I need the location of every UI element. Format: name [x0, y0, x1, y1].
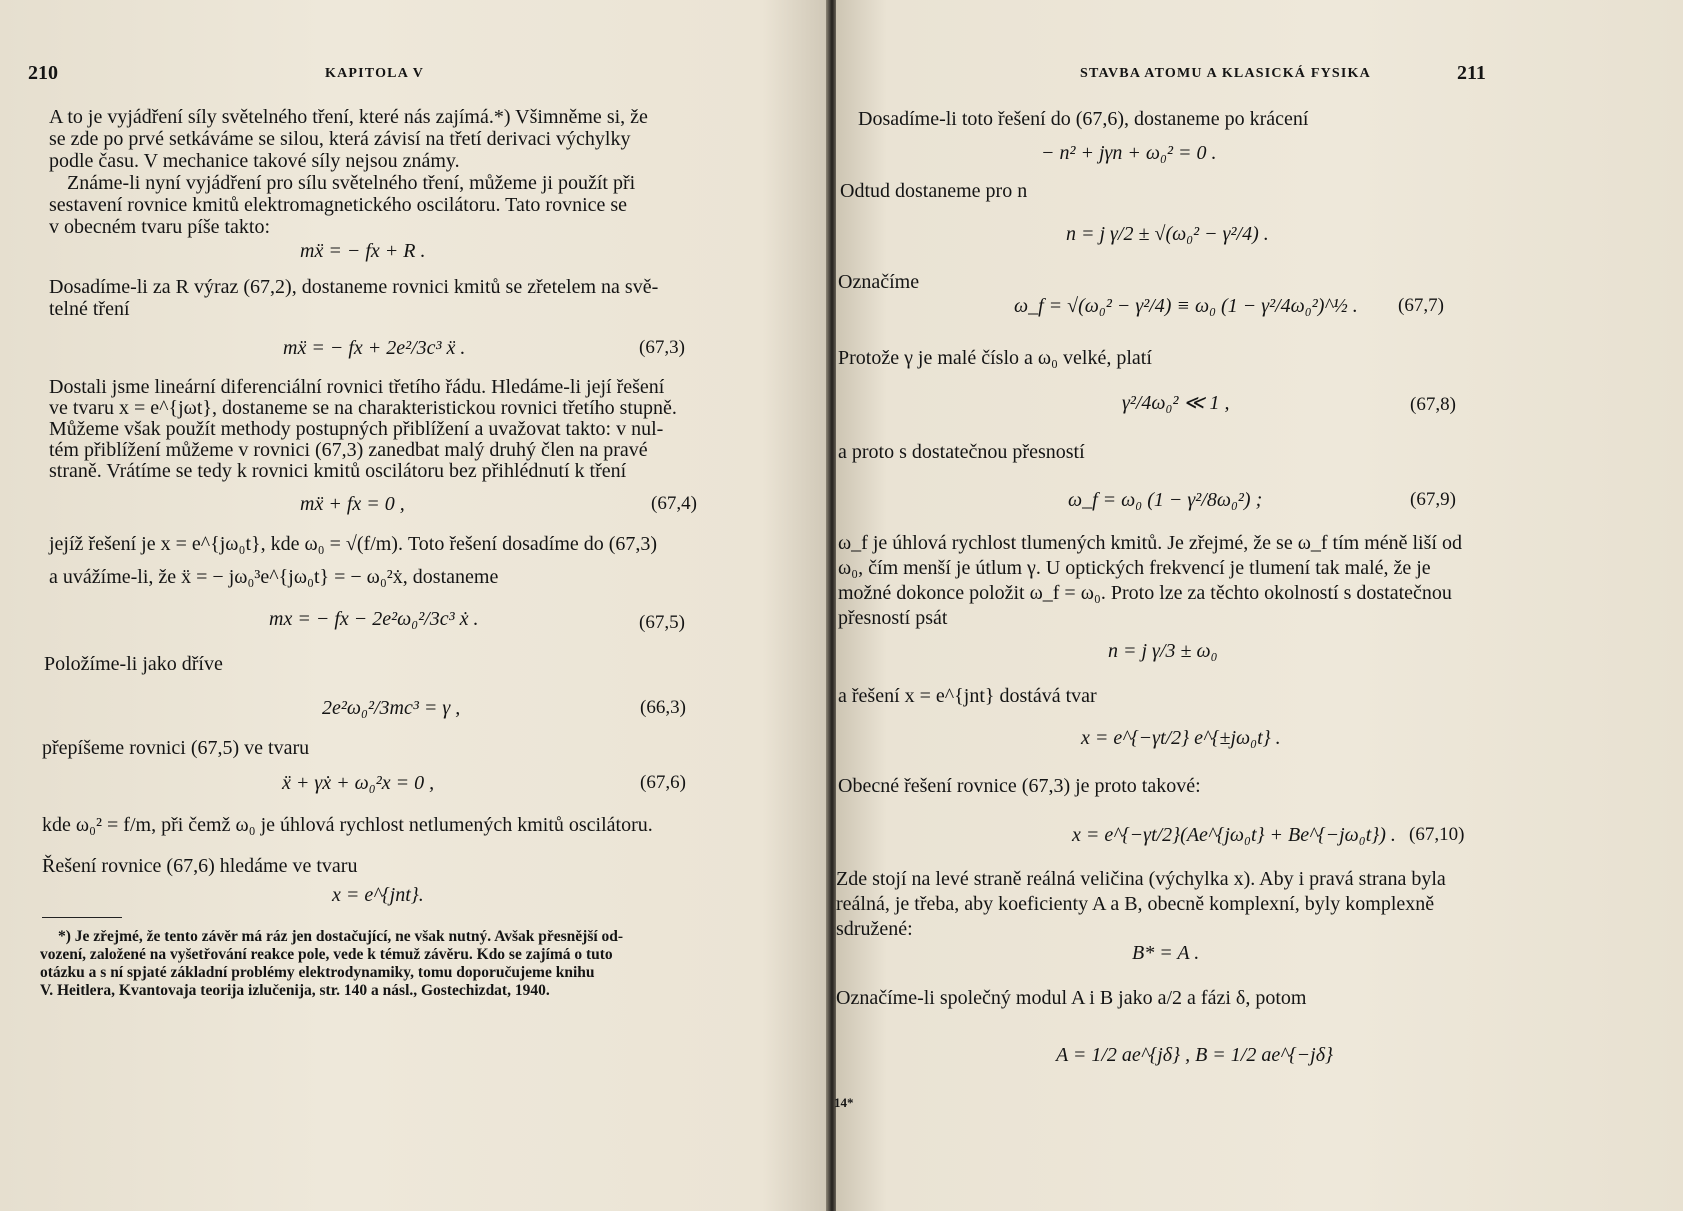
right-page	[836, 0, 1683, 1211]
text-line: Protože γ je malé číslo a ω₀ velké, platí	[838, 347, 1152, 369]
equation: ω_f = √(ω₀² − γ²/4) ≡ ω₀ (1 − γ²/4ω₀²)^½ .	[1014, 295, 1358, 317]
text-line: Známe-li nyní vyjádření pro sílu světelného tření, můžeme ji použít při	[67, 172, 636, 194]
footnote-line: *) Je zřejmé, že tento závěr má ráz jen dostačující, ne však nutný. Avšak přesnější od-	[58, 928, 624, 945]
equation: x = e^{jnt}.	[332, 884, 424, 906]
text-line: Dostali jsme lineární diferenciální rovnici třetího řádu. Hledáme-li její řešení	[49, 376, 665, 398]
equation-label: (66,3)	[640, 697, 686, 718]
equation-label: (67,10)	[1409, 824, 1465, 845]
equation: mẍ = − fx + R .	[300, 240, 426, 262]
running-head: KAPITOLA V	[325, 66, 425, 81]
text-line: Dosadíme-li toto řešení do (67,6), dostaneme po krácení	[858, 108, 1309, 130]
text-line: Označíme	[838, 271, 920, 293]
page-number: 211	[1457, 62, 1486, 84]
text-line: tém přiblížení můžeme v rovnici (67,3) zanedbat malý druhý člen na pravé	[49, 439, 648, 461]
text-line: přepíšeme rovnici (67,5) ve tvaru	[42, 737, 310, 759]
text-line: podle času. V mechanice takové síly nejsou známy.	[49, 150, 460, 172]
left-page	[0, 0, 829, 1211]
equation: B* = A .	[1132, 942, 1200, 964]
text-line: A to je vyjádření síly světelného tření, které nás zajímá.*) Všimněme si, že	[49, 106, 648, 128]
equation: n = j γ/2 ± √(ω₀² − γ²/4) .	[1066, 223, 1269, 245]
text-line: se zde po prvé setkáváme se silou, která závisí na třetí derivaci výchylky	[49, 128, 631, 150]
footnote-line: vození, založené na vyšetřování reakce pole, vede k témuž závěru. Kdo se zajímá o tuto	[40, 946, 613, 963]
text-line: Můžeme však použít methody postupných přiblížení a uvažovat takto: v nul-	[49, 418, 664, 440]
equation: x = e^{−γt/2} e^{±jω₀t} .	[1081, 727, 1281, 749]
equation: mẍ = − fx + 2e²/3c³ ẍ .	[283, 337, 466, 359]
text-line: telné tření	[49, 298, 130, 320]
equation: 2e²ω₀²/3mc³ = γ ,	[322, 697, 461, 719]
equation: x = e^{−γt/2}(Ae^{jω₀t} + Be^{−jω₀t}) .	[1072, 824, 1396, 846]
running-head: STAVBA ATOMU A KLASICKÁ FYSIKA	[1080, 66, 1371, 81]
text-line: Odtud dostaneme pro n	[840, 180, 1028, 202]
page-number: 210	[28, 62, 58, 84]
equation-label: (67,7)	[1398, 295, 1444, 316]
text-line: Položíme-li jako dříve	[44, 653, 223, 675]
text-line: sestavení rovnice kmitů elektromagnetického oscilátoru. Tato rovnice se	[49, 194, 628, 216]
text-line: ve tvaru x = e^{jωt}, dostaneme se na charakteristickou rovnici třetího stupně.	[49, 397, 677, 419]
text-line: Označíme-li společný modul A i B jako a/2 a fázi δ, potom	[836, 987, 1307, 1009]
text-line: a proto s dostatečnou přesností	[838, 441, 1085, 463]
text-line: reálná, je třeba, aby koeficienty A a B, obecně komplexní, byly komplexně	[836, 893, 1435, 915]
text-line: přesností psát	[838, 607, 948, 629]
equation-label: (67,8)	[1410, 394, 1456, 415]
equation: mx = − fx − 2e²ω₀²/3c³ ẋ .	[269, 608, 479, 630]
footnote-line: V. Heitlera, Kvantovaja teorija izlučenija, str. 140 a násl., Gostechizdat, 1940.	[40, 982, 550, 999]
text-line: jejíž řešení je x = e^{jω₀t}, kde ω₀ = √(f/m). Toto řešení dosadíme do (67,3)	[49, 533, 658, 555]
equation: − n² + jγn + ω₀² = 0 .	[1041, 142, 1217, 164]
equation: ω_f = ω₀ (1 − γ²/8ω₀²) ;	[1068, 489, 1263, 511]
equation: A = 1/2 ae^{jδ} , B = 1/2 ae^{−jδ}	[1056, 1044, 1334, 1066]
text-line: kde ω₀² = f/m, při čemž ω₀ je úhlová rychlost netlumených kmitů oscilátoru.	[42, 814, 653, 836]
text-line: a řešení x = e^{jnt} dostává tvar	[838, 685, 1097, 707]
equation: n = j γ/3 ± ω₀	[1108, 640, 1218, 662]
footnote-line: otázku a s ní spjaté základní problémy elektrodynamiky, tomu doporučujeme knihu	[40, 964, 595, 981]
text-line: Obecné řešení rovnice (67,3) je proto takové:	[838, 775, 1201, 797]
equation-label: (67,4)	[651, 493, 697, 514]
text-line: Dosadíme-li za R výraz (67,2), dostaneme rovnici kmitů se zřetelem na svě-	[49, 276, 659, 298]
text-line: straně. Vrátíme se tedy k rovnici kmitů oscilátoru bez přihlédnutí k tření	[49, 460, 627, 482]
equation-label: (67,5)	[639, 612, 685, 633]
equation-label: (67,3)	[639, 337, 685, 358]
equation: γ²/4ω₀² ≪ 1 ,	[1122, 392, 1230, 414]
text-line: Zde stojí na levé straně reálná veličina (výchylka x). Aby i pravá strana byla	[836, 868, 1446, 890]
text-line: v obecném tvaru píše takto:	[49, 216, 271, 238]
equation: ẍ + γẋ + ω₀²x = 0 ,	[282, 772, 435, 794]
text-line: Řešení rovnice (67,6) hledáme ve tvaru	[42, 855, 358, 877]
text-line: ω₀, čím menší je útlum γ. U optických frekvencí je tlumení tak malé, že je	[838, 557, 1431, 579]
footnote-rule	[42, 917, 122, 918]
text-line: a uvážíme-li, že ẍ = − jω₀³e^{jω₀t} = − ω₀²ẋ, dostaneme	[49, 566, 499, 588]
equation-label: (67,6)	[640, 772, 686, 793]
text-line: ω_f je úhlová rychlost tlumených kmitů. Je zřejmé, že se ω_f tím méně liší od	[838, 532, 1462, 554]
text-line: možné dokonce položit ω_f = ω₀. Proto lze za těchto okolností s dostatečnou	[838, 582, 1452, 604]
text-line: sdružené:	[836, 918, 913, 940]
equation-label: (67,9)	[1410, 489, 1456, 510]
equation: mẍ + fx = 0 ,	[300, 493, 405, 515]
signature-mark: 14*	[834, 1095, 854, 1110]
